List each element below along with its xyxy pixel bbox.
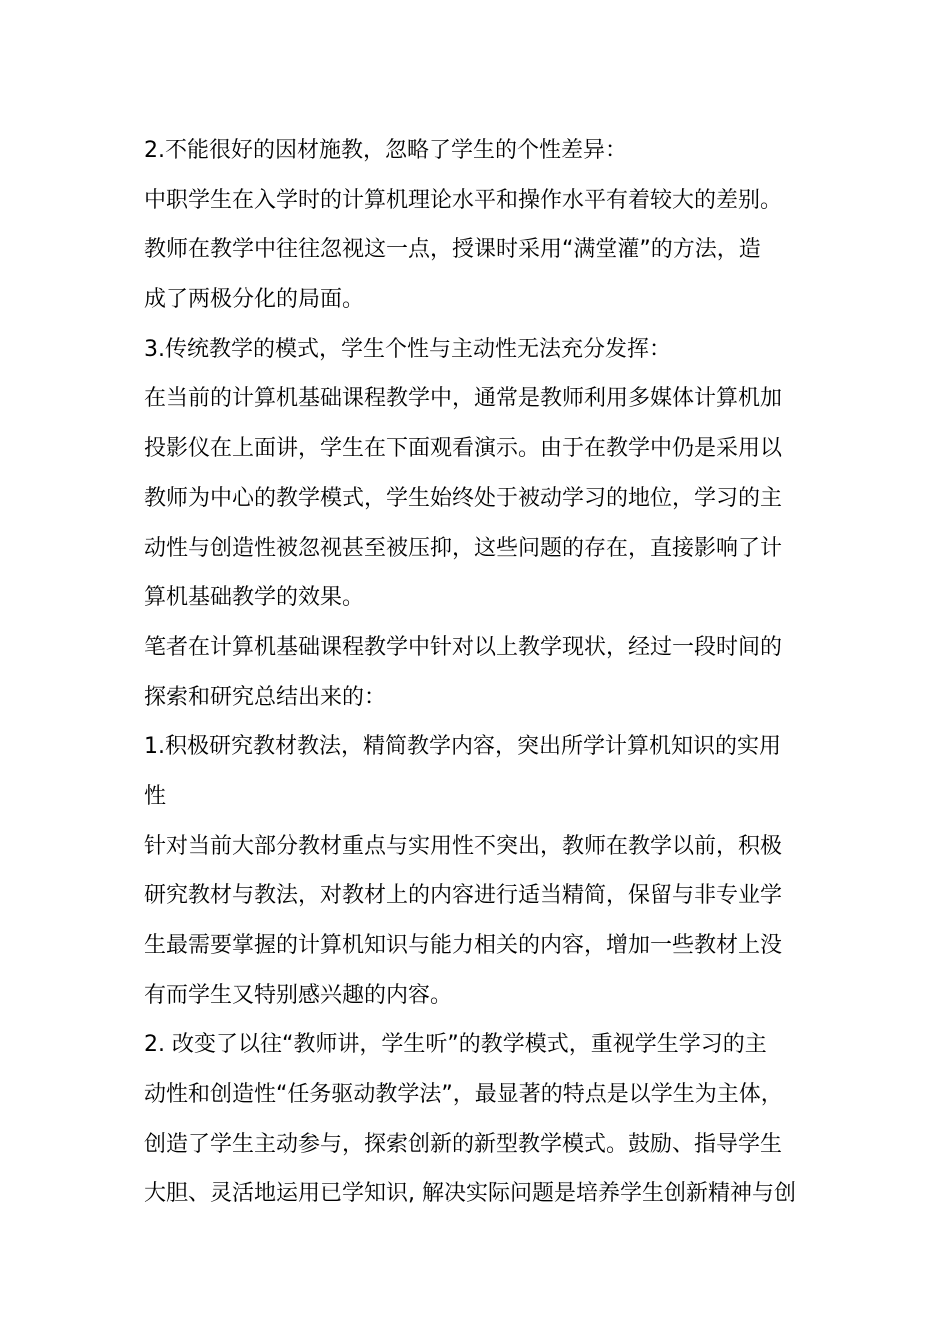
heading-strategy-1-cont: 性 (144, 783, 167, 809)
paragraph-line: 创造了学生主动参与，探索创新的新型教学模式。鼓励、指导学生 (144, 1131, 783, 1157)
paragraph-line: 在当前的计算机基础课程教学中，通常是教师利用多媒体计算机加 (144, 386, 783, 412)
heading-point-3: 3.传统教学的模式，学生个性与主动性无法充分发挥： (144, 336, 671, 362)
heading-strategy-1: 1.积极研究教材教法，精简教学内容，突出所学计算机知识的实用 (144, 734, 781, 760)
document-body (144, 126, 806, 1219)
paragraph-line: 探索和研究总结出来的： (144, 684, 387, 710)
heading-point-2: 2.不能很好的因材施教，忽略了学生的个性差异： (144, 138, 627, 163)
heading-strategy-2: 2. 改变了以往“教师讲，学生听”的教学模式，重视学生学习的主 (144, 1032, 767, 1058)
paragraph-line: 算机基础教学的效果。 (144, 585, 365, 611)
paragraph-line: 中职学生在入学时的计算机理论水平和操作水平有着较大的差别。 (144, 187, 783, 213)
paragraph-line: 投影仪在上面讲，学生在下面观看演示。由于在教学中仍是采用以 (144, 436, 783, 462)
paragraph-line: 动性和创造性“任务驱动教学法”，最显著的特点是以学生为主体， (144, 1082, 783, 1108)
paragraph-line: 教师为中心的教学模式，学生始终处于被动学习的地位，学习的主 (144, 485, 783, 511)
paragraph-line: 动性与创造性被忽视甚至被压抑，这些问题的存在，直接影响了计 (144, 535, 783, 561)
paragraph-line: 研究教材与教法，对教材上的内容进行适当精简，保留与非专业学 (144, 883, 783, 909)
paragraph-line: 笔者在计算机基础课程教学中针对以上教学现状，经过一段时间的 (144, 634, 783, 660)
paragraph-line: 针对当前大部分教材重点与实用性不突出，教师在教学以前，积极 (144, 833, 783, 859)
paragraph-line: 大胆、灵活地运用已学知识, 解决实际问题是培养学生创新精神与创 (144, 1181, 796, 1207)
paragraph-line: 成了两极分化的局面。 (144, 287, 365, 313)
paragraph-line: 教师在教学中往往忽视这一点，授课时采用“满堂灌”的方法，造 (144, 237, 761, 263)
paragraph-line: 有而学生又特别感兴趣的内容。 (144, 982, 453, 1008)
paragraph-line: 生最需要掌握的计算机知识与能力相关的内容，增加一些教材上没 (144, 933, 783, 958)
